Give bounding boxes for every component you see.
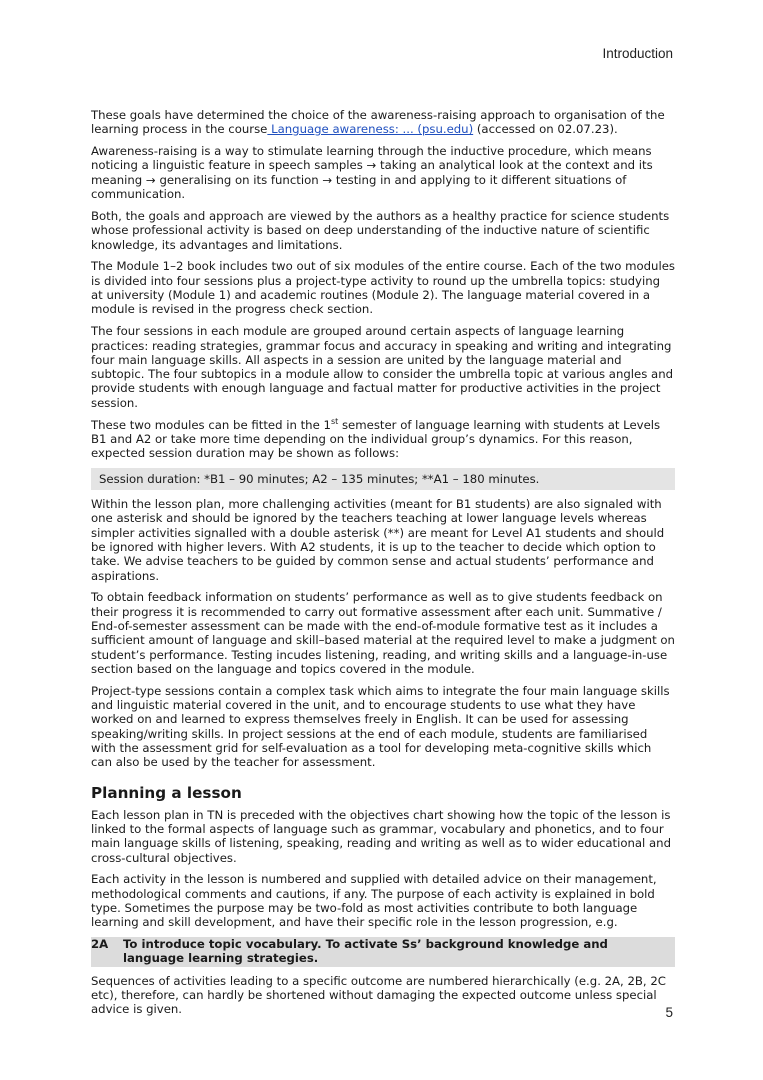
paragraph-text: These goals have determined the choice of the awareness-raising approach to organisation of the learning process in the course [91,108,665,137]
paragraph-text: (accessed on 02.07.23). [473,122,618,137]
page-number: 5 [665,1005,673,1020]
paragraph-awareness-raising: Awareness-raising is a way to stimulate learning through the inductive procedure, which means noticing a linguistic feature in speech samples → taking an analytical look at the context and its meaning → generalising on its function → testing in and applying to it different situations of communication. [91,144,653,202]
paragraph-text: semester of language learning with students at Levels B1 and A2 or take more time depending on the individual group’s dynamics. For this reason, expected session duration may be shown as follows: [91,417,661,461]
paragraph-assessment: To obtain feedback information on students’ performance as well as to give students feedback on their progress it is recommended to carry out formative assessment after each unit. Summative / End-of-semester assessment can be made with the end-of-module formative test as it includes a sufficient amount of language and skill–based material at the required level to make a judgment on student’s performance. Testing incudes listening, reading, and writing skills and a language-in-use section based on the language and topics covered in the module. [91,590,675,676]
paragraph-objectives-chart: Each lesson plan in TN is preceded with the objectives chart showing how the topic of the lesson is linked to the formal aspects of language such as grammar, vocabulary and phonetics, and to four main language skills of listening, speaking, reading and writing as well as to wider educational and cross-cultural objectives. [91,807,672,865]
session-duration-box: Session duration: *B1 – 90 minutes; A2 – 135 minutes; **A1 – 180 minutes. [91,468,675,490]
paragraph-module-book: The Module 1–2 book includes two out of six modules of the entire course. Each of the two modules is divided into four sessions plus a project-type activity to round up the umbrella topics: studying at university (Module 1) and academic routines (Module 2). The language material covered in a module is revised in the progress check section. [91,259,675,317]
paragraph-text: These two modules can be fitted in the 1 [91,417,331,432]
paragraph-semester [91,418,675,461]
objective-code: 2A [91,937,109,952]
paragraph-project-sessions: Project-type sessions contain a complex task which aims to integrate the four main language skills and linguistic material covered in the unit, and to encourage students to use what they have worked on and learned to express themselves freely in English. It can be used for assessing speaking/writing skills. In project sessions at the end of each module, students are familiarised with the assessment grid for self-evaluation as a tool for developing meta-cognitive skills which can also be used by the teacher for assessment. [91,683,670,770]
language-awareness-link[interactable]: Language awareness: ... (psu.edu) [267,122,474,137]
objective-example-box [91,937,675,967]
running-header: Introduction [602,46,673,61]
page-body [91,108,675,1024]
objective-text: To introduce topic vocabulary. To activate Ss’ background knowledge and language learning strategies. [123,937,608,966]
superscript: st [330,416,339,426]
paragraph-activity-numbering: Each activity in the lesson is numbered and supplied with detailed advice on their management, methodological comments and cautions, if any. The purpose of each activity is explained in bold type. Sometimes the purpose may be two-fold as most activities contribute to both language learning and skill development, and have their specific role in the lesson progression, e.g. [91,872,657,930]
paragraph-four-sessions: The four sessions in each module are grouped around certain aspects of language learning practices: reading strategies, grammar focus and accuracy in speaking and writing and integrating four main language skills. All aspects in a session are united by the language material and subtopic. The four subtopics in a module allow to consider the umbrella topic at various angles and provide students with enough language and factual matter for productive activities in the project session. [91,324,674,410]
section-heading: Planning a lesson [91,783,242,802]
paragraph-goals [91,108,675,137]
paragraph-sequences: Sequences of activities leading to a specific outcome are numbered hierarchically (e.g. 2A, 2B, 2C etc), therefore, can hardly be shortened without damaging the expected outcome unless special advice is given. [91,973,666,1017]
paragraph-lesson-plan-levels: Within the lesson plan, more challenging activities (meant for B1 students) are also signaled with one asterisk and should be ignored by the teachers teaching at lower language levels whereas simpler activities signalled with a double asterisk (**) are meant for Level A1 students and should be ignored with higher levers. With A2 students, it is up to the teacher to decide which option to take. We advise teachers to be guided by common sense and actual students’ performance and aspirations. [91,497,665,583]
paragraph-goals-approach: Both, the goals and approach are viewed by the authors as a healthy practice for science students whose professional activity is based on deep understanding of the inductive nature of scientific knowledge, its advantages and limitations. [91,208,670,252]
